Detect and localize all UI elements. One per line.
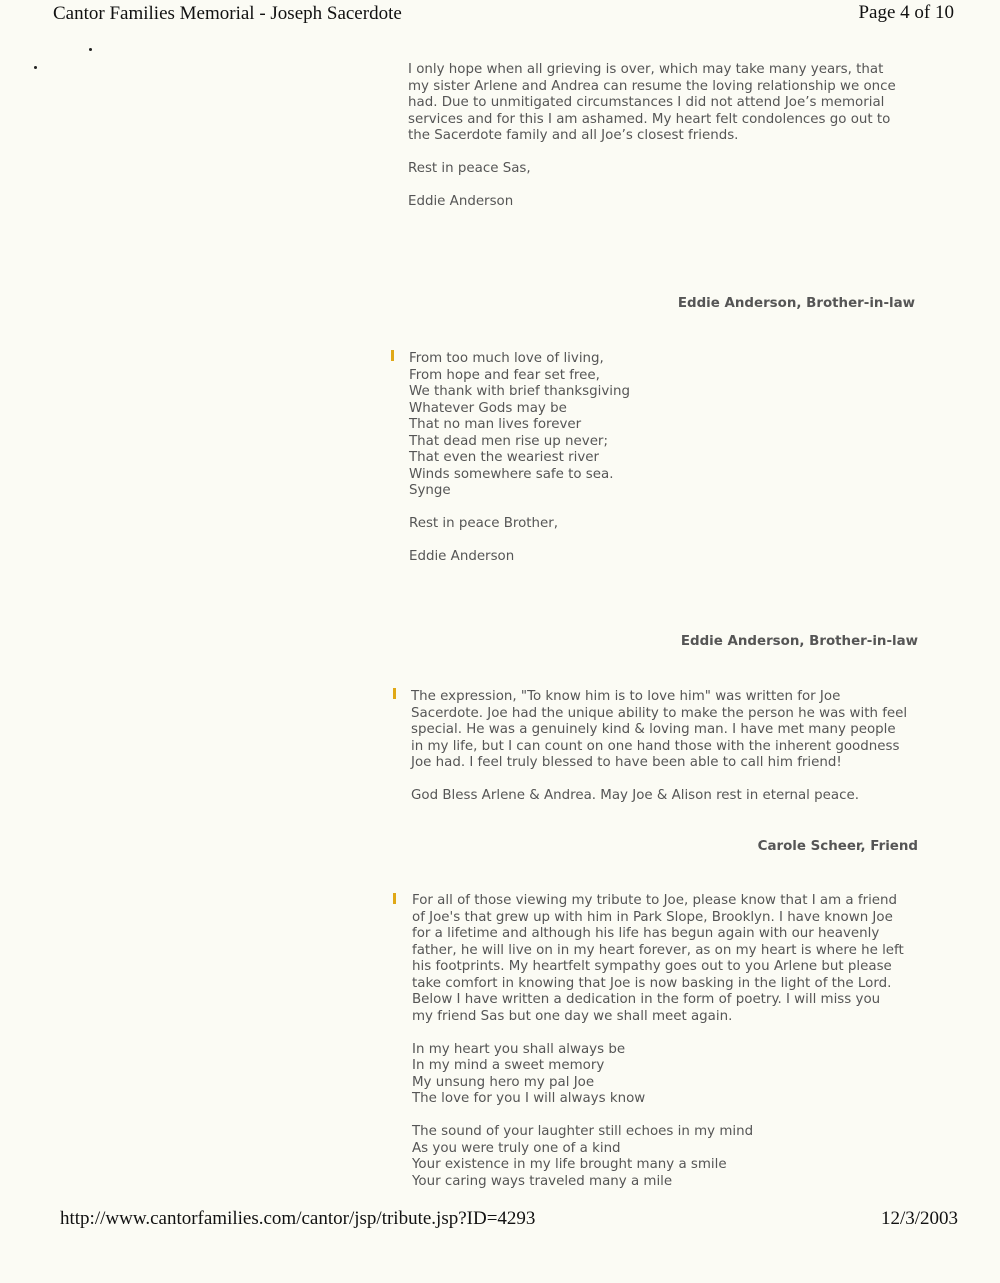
tribute-poem-stanza: The sound of your laughter still echoes in my mind As you were truly one of a kind Your existence in my life brought many a smile Your caring ways traveled many a mile — [412, 1124, 754, 1189]
tribute-poem-stanza: In my heart you shall always be In my mind a sweet memory My unsung hero my pal Joe The love for you I will always know — [412, 1041, 646, 1106]
tribute-signature: Eddie Anderson — [409, 549, 515, 564]
tribute-author: Eddie Anderson, Brother-in-law — [680, 634, 918, 649]
tribute-author: Carole Scheer, Friend — [757, 839, 918, 854]
tribute-marker-icon — [393, 688, 396, 699]
scan-speck — [89, 48, 92, 51]
tribute-body — [412, 893, 942, 1190]
footer-date: 12/3/2003 — [880, 1208, 958, 1229]
tribute-paragraph: God Bless Arlene & Andrea. May Joe & Alison rest in eternal peace. — [411, 788, 859, 803]
tribute-paragraph: I only hope when all grieving is over, which may take many years, that my sister Arlene and Andrea can resume the loving relationship we once had. Due to unmitigated circumstances I did not attend Joe’s memorial services and for this I am ashamed. My heart felt condolences go out to the Sacerdote family and all Joe’s closest friends. — [408, 62, 896, 143]
tribute-marker-icon — [391, 350, 394, 361]
footer-url: http://www.cantorfamilies.com/cantor/jsp/tribute.jsp?ID=4293 — [60, 1208, 536, 1229]
page-number: Page 4 of 10 — [858, 2, 954, 23]
page-header-title: Cantor Families Memorial - Joseph Sacerdote — [53, 3, 402, 24]
tribute-signature: Eddie Anderson — [408, 194, 514, 209]
tribute-marker-icon — [393, 893, 396, 904]
tribute-paragraph: Rest in peace Brother, — [409, 516, 559, 531]
tribute-body — [411, 689, 941, 805]
scan-speck — [34, 66, 37, 69]
tribute-body — [409, 351, 939, 566]
tribute-paragraph: The expression, "To know him is to love him" was written for Joe Sacerdote. Joe had the unique ability to make the person he was with feel special. He was a genuinely kind & loving man. I have met many people in my life, but I can count on one hand those with the inherent goodness Joe had. I feel truly blessed to have been able to call him friend! — [411, 689, 908, 770]
tribute-paragraph: Rest in peace Sas, — [408, 161, 531, 176]
tribute-author: Eddie Anderson, Brother-in-law — [677, 296, 915, 311]
tribute-body — [408, 62, 938, 211]
tribute-paragraph: From too much love of living, From hope and fear set free, We thank with brief thanksgiving Whatever Gods may be That no man lives forever That dead men rise up never; That even the weariest river Winds somewhere safe to sea. Synge — [409, 351, 631, 498]
tribute-paragraph: For all of those viewing my tribute to Joe, please know that I am a friend of Joe's that grew up with him in Park Slope, Brooklyn. I have known Joe for a lifetime and although his life has begun again with our heavenly father, he will live on in my heart forever, as on my heart is where he left his footprints. My heartfelt sympathy goes out to you Arlene but please take comfort in knowing that Joe is now basking in the light of the Lord. Below I have written a dedication in the form of poetry. I will miss you my friend Sas but one day we shall meet again. — [412, 893, 904, 1024]
